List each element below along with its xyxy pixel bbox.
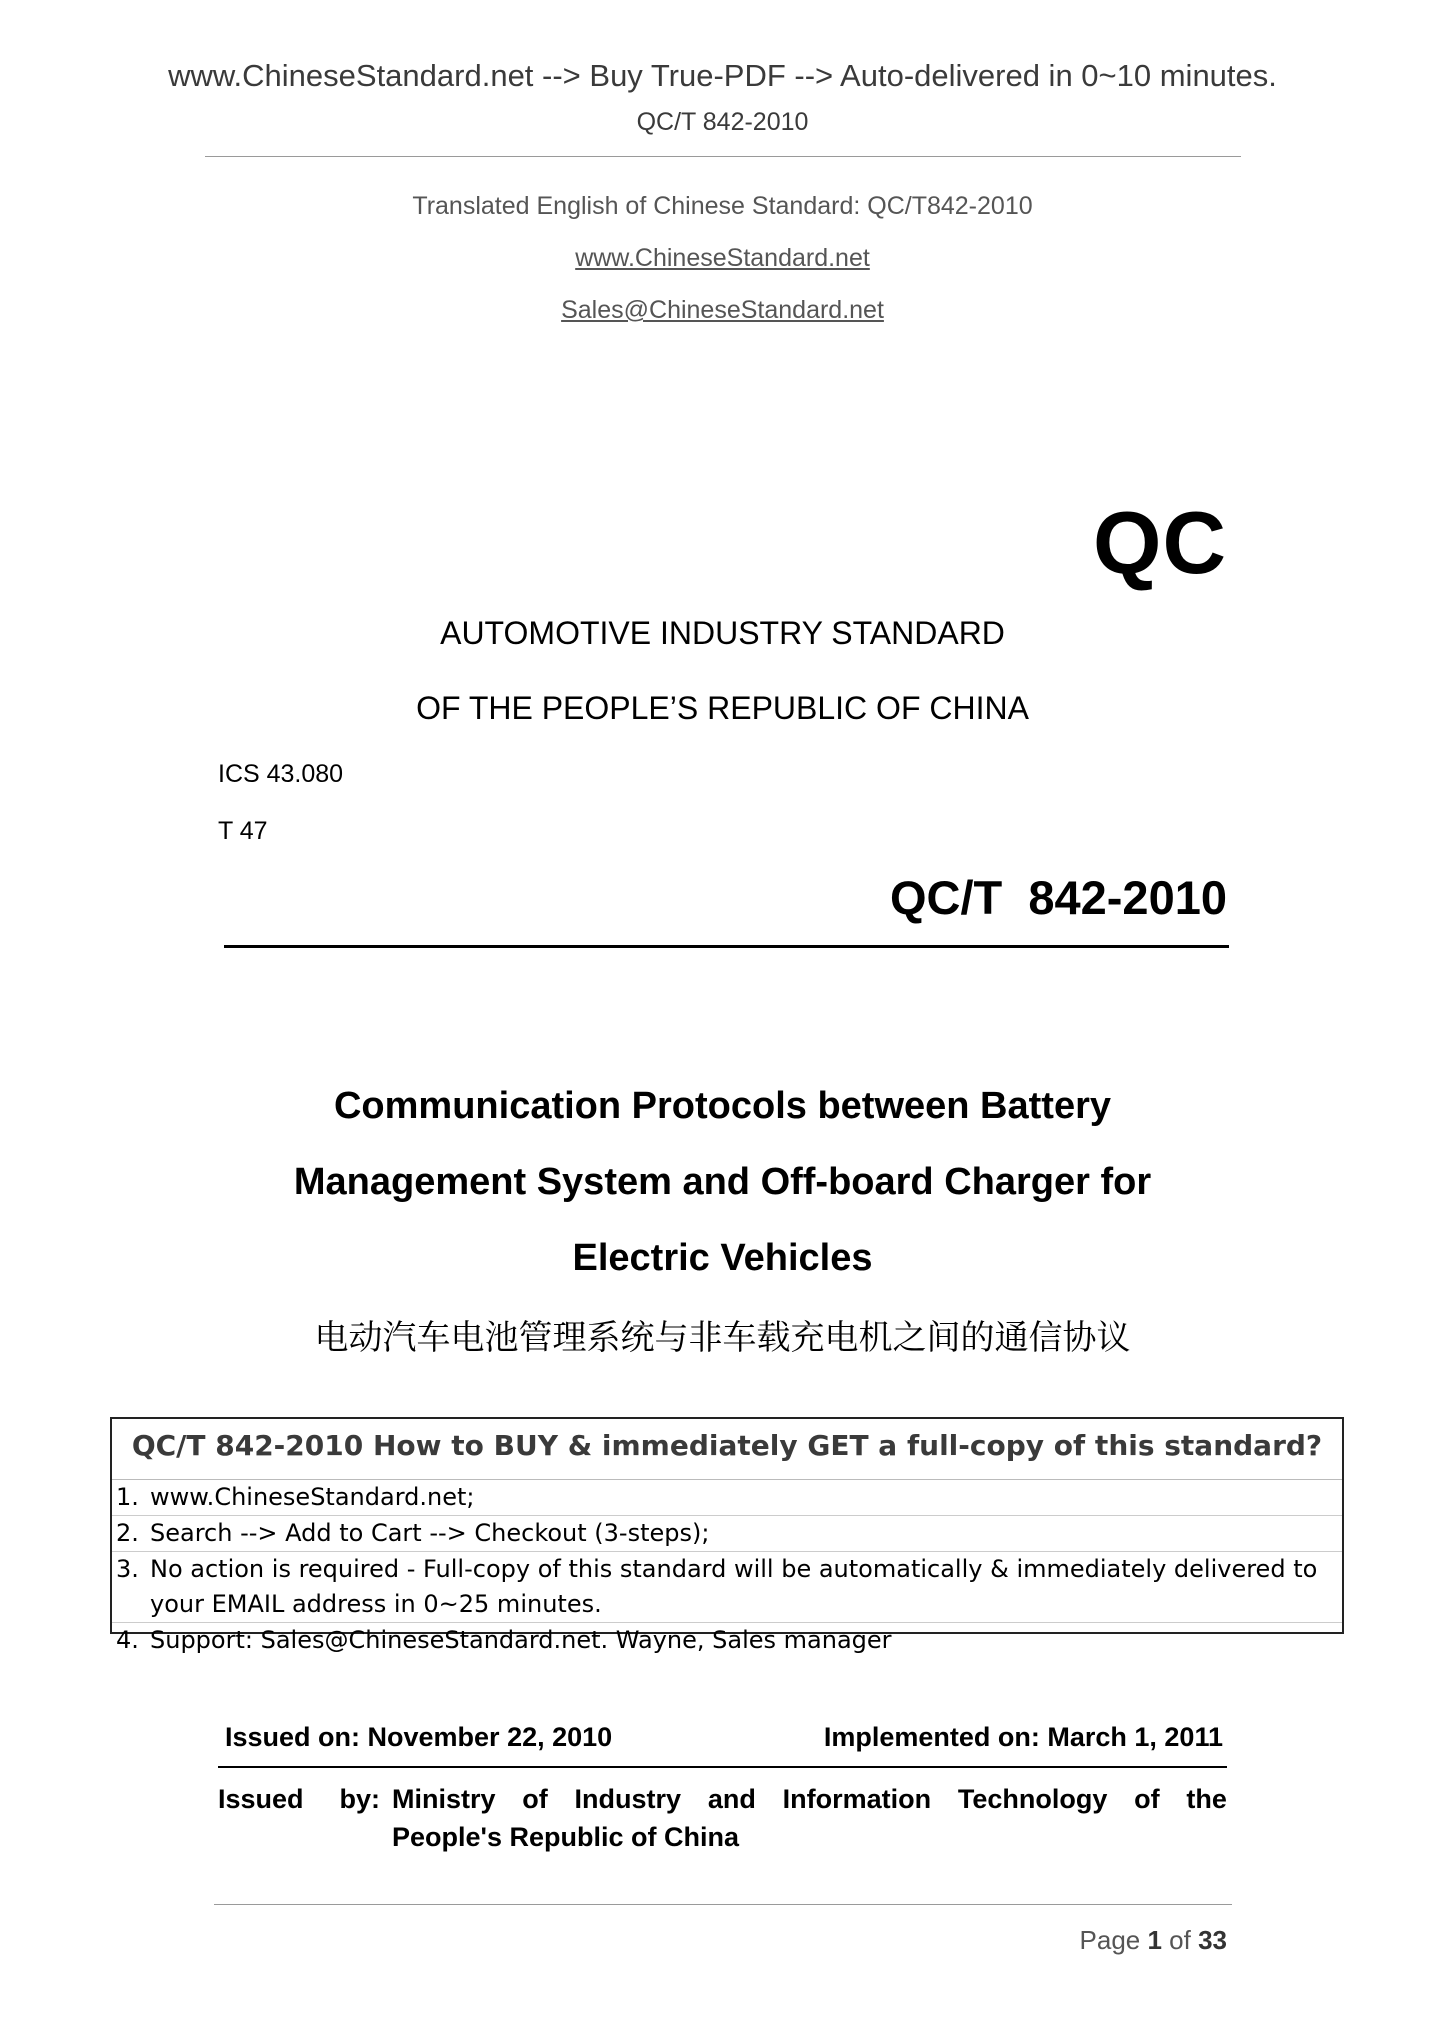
page-current: 1 (1147, 1925, 1162, 1955)
top-banner: www.ChineseStandard.net --> Buy True-PDF --> Auto-delivered in 0~10 minutes. (168, 58, 1277, 93)
buy-step-number: 2. (116, 1519, 139, 1547)
issuer-word: Industry (574, 1784, 682, 1814)
header-divider (205, 156, 1241, 157)
standard-number: QC/T 842-2010 (889, 871, 1227, 924)
title-line1: Communication Protocols between Battery (333, 1085, 1111, 1127)
buy-step-text[interactable]: www.ChineseStandard.net; (150, 1483, 475, 1511)
buy-step-1 (112, 1479, 1342, 1515)
issuer-line2: People's Republic of China (392, 1822, 739, 1852)
buy-step-number: 4. (116, 1626, 139, 1654)
issuer-word: of (1134, 1784, 1160, 1814)
issuer-word: Technology (957, 1784, 1108, 1814)
buy-instructions-box (110, 1417, 1344, 1654)
title-line2: Management System and Off-board Charger for (293, 1161, 1152, 1203)
issuer-word: of (522, 1784, 548, 1814)
issued-by-label-word: Issued (218, 1784, 304, 1814)
issued-by-label-word: by: (339, 1784, 380, 1814)
buy-step-text: Search --> Add to Cart --> Checkout (3-steps); (150, 1519, 710, 1547)
industry-standard-line2: OF THE PEOPLE’S REPUBLIC OF CHINA (416, 690, 1029, 726)
buy-steps-list (112, 1479, 1342, 1658)
buy-step-4 (112, 1622, 1342, 1658)
issuer-line1 (392, 1780, 1227, 1818)
issuer-word: Ministry (392, 1784, 496, 1814)
buy-step-number: 1. (116, 1483, 139, 1511)
issuer-word: Information (782, 1784, 932, 1814)
issued-on-date: Issued on: November 22, 2010 (225, 1722, 613, 1752)
ics-code: ICS 43.080 (218, 760, 344, 788)
buy-step-text: Support: Sales@ChineseStandard.net. Wayne, Sales manager (150, 1626, 892, 1654)
buy-step-text: your EMAIL address in 0~25 minutes. (150, 1590, 602, 1618)
qc-mark: QC (1093, 493, 1227, 592)
issuer-word: and (707, 1784, 756, 1814)
buy-step-number: 3. (116, 1555, 139, 1583)
translated-notice: Translated English of Chinese Standard: QC/T842-2010 (412, 192, 1033, 220)
buy-step-3-continued (112, 1587, 1342, 1622)
website-link[interactable]: www.ChineseStandard.net (575, 244, 870, 272)
title-chinese: 电动汽车电池管理系统与非车载充电机之间的通信协议 (314, 1318, 1131, 1358)
header-standard-code: QC/T 842-2010 (636, 108, 809, 136)
issued-by-label (218, 1780, 380, 1818)
issuer-word: the (1186, 1784, 1227, 1814)
t-code: T 47 (218, 817, 268, 845)
page-mid: of (1161, 1925, 1199, 1955)
buy-box-heading: QC/T 842-2010 How to BUY & immediately GET a full-copy of this standard? (131, 1429, 1323, 1462)
implemented-on-date: Implemented on: March 1, 2011 (823, 1722, 1223, 1752)
footer-divider (214, 1904, 1232, 1905)
page-indicator (1080, 1925, 1227, 1956)
dates-divider (218, 1766, 1227, 1768)
page-prefix: Page (1079, 1925, 1148, 1955)
buy-step-text: No action is required - Full-copy of this standard will be automatically & immediately delivered to (150, 1555, 1318, 1583)
title-line3: Electric Vehicles (572, 1237, 873, 1279)
standard-number-rule (224, 945, 1229, 948)
page-total: 33 (1198, 1925, 1227, 1955)
industry-standard-line1: AUTOMOTIVE INDUSTRY STANDARD (440, 615, 1005, 651)
sales-email-link[interactable]: Sales@ChineseStandard.net (561, 296, 884, 324)
buy-step-2 (112, 1515, 1342, 1551)
buy-step-3 (112, 1551, 1342, 1587)
